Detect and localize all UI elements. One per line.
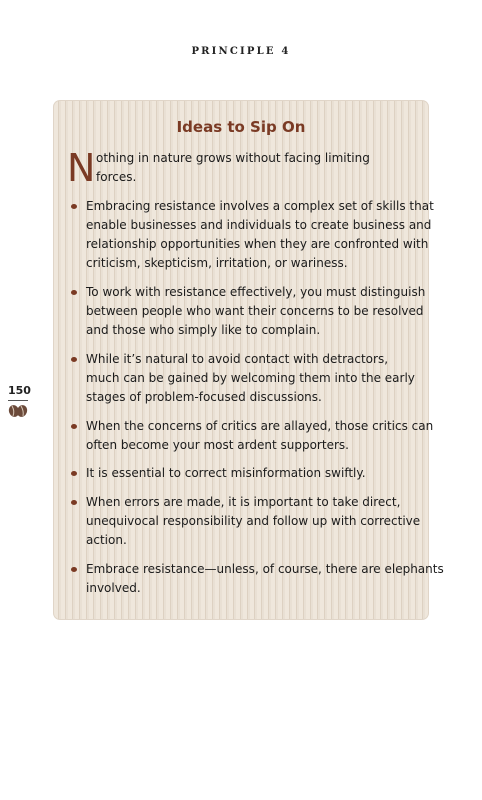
bullet-dot <box>71 290 77 295</box>
bullet-dot <box>71 357 77 362</box>
bullet-text <box>86 283 426 340</box>
page-number: 150 <box>8 384 31 397</box>
bullet-line: often become your most ardent supporters. <box>86 438 349 452</box>
ideas-box <box>54 101 444 619</box>
bullet-line: When errors are made, it is important to take direct, <box>86 495 401 509</box>
bullet-line: To work with resistance effectively, you must distinguish <box>86 285 426 299</box>
bullet-line: enable businesses and individuals to create business and <box>86 218 432 232</box>
coffee-beans-icon <box>7 404 29 418</box>
bullet-text <box>86 560 444 598</box>
intro-line: othing in nature grows without facing limiting <box>96 151 370 165</box>
bullet-line: involved. <box>86 581 141 595</box>
page-number-rule <box>8 400 28 401</box>
bullet-line: Embracing resistance involves a complex set of skills that <box>86 199 434 213</box>
bullet-text <box>86 197 434 273</box>
bullet-line: relationship opportunities when they are confronted with <box>86 237 429 251</box>
bullet-text <box>86 417 434 455</box>
drop-cap: N <box>67 146 96 190</box>
bullet-line: and those who simply like to complain. <box>86 323 321 337</box>
bullet-dot <box>71 471 77 476</box>
bullet-line: unequivocal responsibility and follow up with corrective <box>86 514 421 528</box>
bullet-dot <box>71 500 77 505</box>
bullet-text <box>86 350 416 407</box>
bullet-line: stages of problem-focused discussions. <box>86 390 322 404</box>
bullet-dot <box>71 424 77 429</box>
bullet-text <box>86 493 421 550</box>
running-head: PRINCIPLE 4 <box>191 46 291 57</box>
bullet-line: action. <box>86 533 127 547</box>
bullet-text <box>86 464 416 483</box>
intro-line: forces. <box>96 170 137 184</box>
bullet-dot <box>71 567 77 572</box>
bullet-line: between people who want their concerns to be resolved <box>86 304 424 318</box>
bullet-line: Embrace resistance—unless, of course, there are elephants <box>86 562 444 576</box>
box-title: Ideas to Sip On <box>176 118 306 136</box>
bullet-line: It is essential to correct misinformation swiftly. <box>86 466 366 480</box>
bullet-line: When the concerns of critics are allayed, those critics can <box>86 419 434 433</box>
bullet-line: criticism, skepticism, irritation, or wariness. <box>86 256 348 270</box>
bullet-line: While it’s natural to avoid contact with detractors, <box>86 352 389 366</box>
bullet-line: much can be gained by welcoming them into the early <box>86 371 415 385</box>
bullet-dot <box>71 204 77 209</box>
